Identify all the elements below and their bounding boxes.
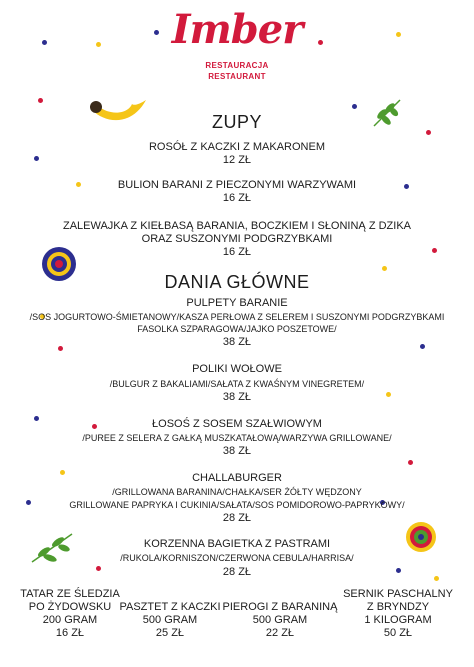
extra-item-line: PIEROGI Z BARANINĄ	[222, 601, 338, 613]
main-item-name: KORZENNA BAGIETKA Z PASTRAMI	[143, 538, 331, 550]
logo-subtitle-pl: RESTAURACJA	[205, 61, 269, 70]
main-item-desc-cont: GRILLOWANE PAPRYKA I CUKINIA/SAŁATA/SOS POMIDOROWO-PAPRYKOWY/	[69, 500, 405, 510]
main-item-price: 38 ZŁ	[222, 445, 252, 457]
extra-item-price: 16 ZŁ	[55, 627, 85, 639]
extra-item-line: PASZTET Z KACZKI	[119, 601, 221, 613]
extra-item-price: 50 ZŁ	[383, 627, 413, 639]
extra-item-price: 22 ZŁ	[265, 627, 295, 639]
main-item-name: ŁOSOŚ Z SOSEM SZAŁWIOWYM	[152, 418, 322, 430]
soup-item-price: 16 ZŁ	[222, 246, 252, 258]
main-item-price: 38 ZŁ	[222, 391, 252, 403]
extra-item-line: SERNIK PASCHALNY	[343, 588, 453, 600]
main-item-desc: /RUKOLA/KORNISZON/CZERWONA CEBULA/HARRISA/	[120, 553, 354, 563]
extra-item-pate	[116, 601, 224, 640]
main-item-name: CHALLABURGER	[192, 472, 282, 484]
extra-item-herring	[20, 588, 120, 640]
soups-heading: ZUPY	[211, 112, 262, 132]
mains-heading: DANIA GŁÓWNE	[164, 272, 310, 292]
extra-item-cheesecake	[338, 588, 458, 640]
soup-item-name: ZALEWAJKA Z KIEŁBASĄ BARANIA, BOCZKIEM I SŁONINĄ Z DZIKA	[62, 220, 411, 232]
main-item-desc: /SOS JOGURTOWO-ŚMIETANOWY/KASZA PERŁOWA Z SELEREM I SUSZONYMI PODGRZYBKAMI	[29, 312, 445, 322]
main-item-price: 38 ZŁ	[222, 336, 252, 348]
main-item-price: 28 ZŁ	[222, 512, 252, 524]
soup-item-name: ROSÓŁ Z KACZKI Z MAKARONEM	[148, 141, 326, 153]
extra-item-line: PO ŻYDOWSKU	[28, 601, 112, 613]
restaurant-logo: Imber	[171, 6, 303, 53]
extra-item-line: 200 GRAM	[42, 614, 98, 626]
main-item-name: POLIKI WOŁOWE	[192, 363, 282, 375]
main-item-price: 28 ZŁ	[222, 566, 252, 578]
main-item-desc-cont: FASOLKA SZPARAGOWA/JAJKO POSZETOWE/	[137, 324, 337, 334]
extra-item-line: 1 KILOGRAM	[364, 614, 432, 626]
soup-item-name: BULION BARANI Z PIECZONYMI WARZYWAMI	[117, 179, 357, 191]
main-item-desc: /BULGUR Z BAKALIAMI/SAŁATA Z KWAŚNYM VINEGRETEM/	[109, 379, 365, 389]
soup-item-name-cont: ORAZ SUSZONYMI PODGRZYBKAMI	[141, 233, 333, 245]
extra-item-line: TATAR ZE ŚLEDZIA	[20, 588, 120, 600]
extra-item-line: 500 GRAM	[252, 614, 308, 626]
main-item-desc: /GRILLOWANA BARANINA/CHAŁKA/SER ŻÓŁTY WĘDZONY	[112, 487, 362, 497]
extra-item-price: 25 ZŁ	[155, 627, 185, 639]
soup-item-price: 16 ZŁ	[222, 192, 252, 204]
extra-item-line: Z BRYNDZY	[366, 601, 430, 613]
logo-subtitle-en: RESTAURANT	[208, 72, 266, 81]
main-item-name: PULPETY BARANIE	[186, 297, 288, 309]
extra-item-pierogi	[222, 601, 338, 640]
extra-item-line: 500 GRAM	[142, 614, 198, 626]
main-item-desc: /PUREE Z SELERA Z GAŁKĄ MUSZKATAŁOWĄ/WARZYWA GRILLOWANE/	[82, 433, 392, 443]
soup-item-price: 12 ZŁ	[222, 154, 252, 166]
